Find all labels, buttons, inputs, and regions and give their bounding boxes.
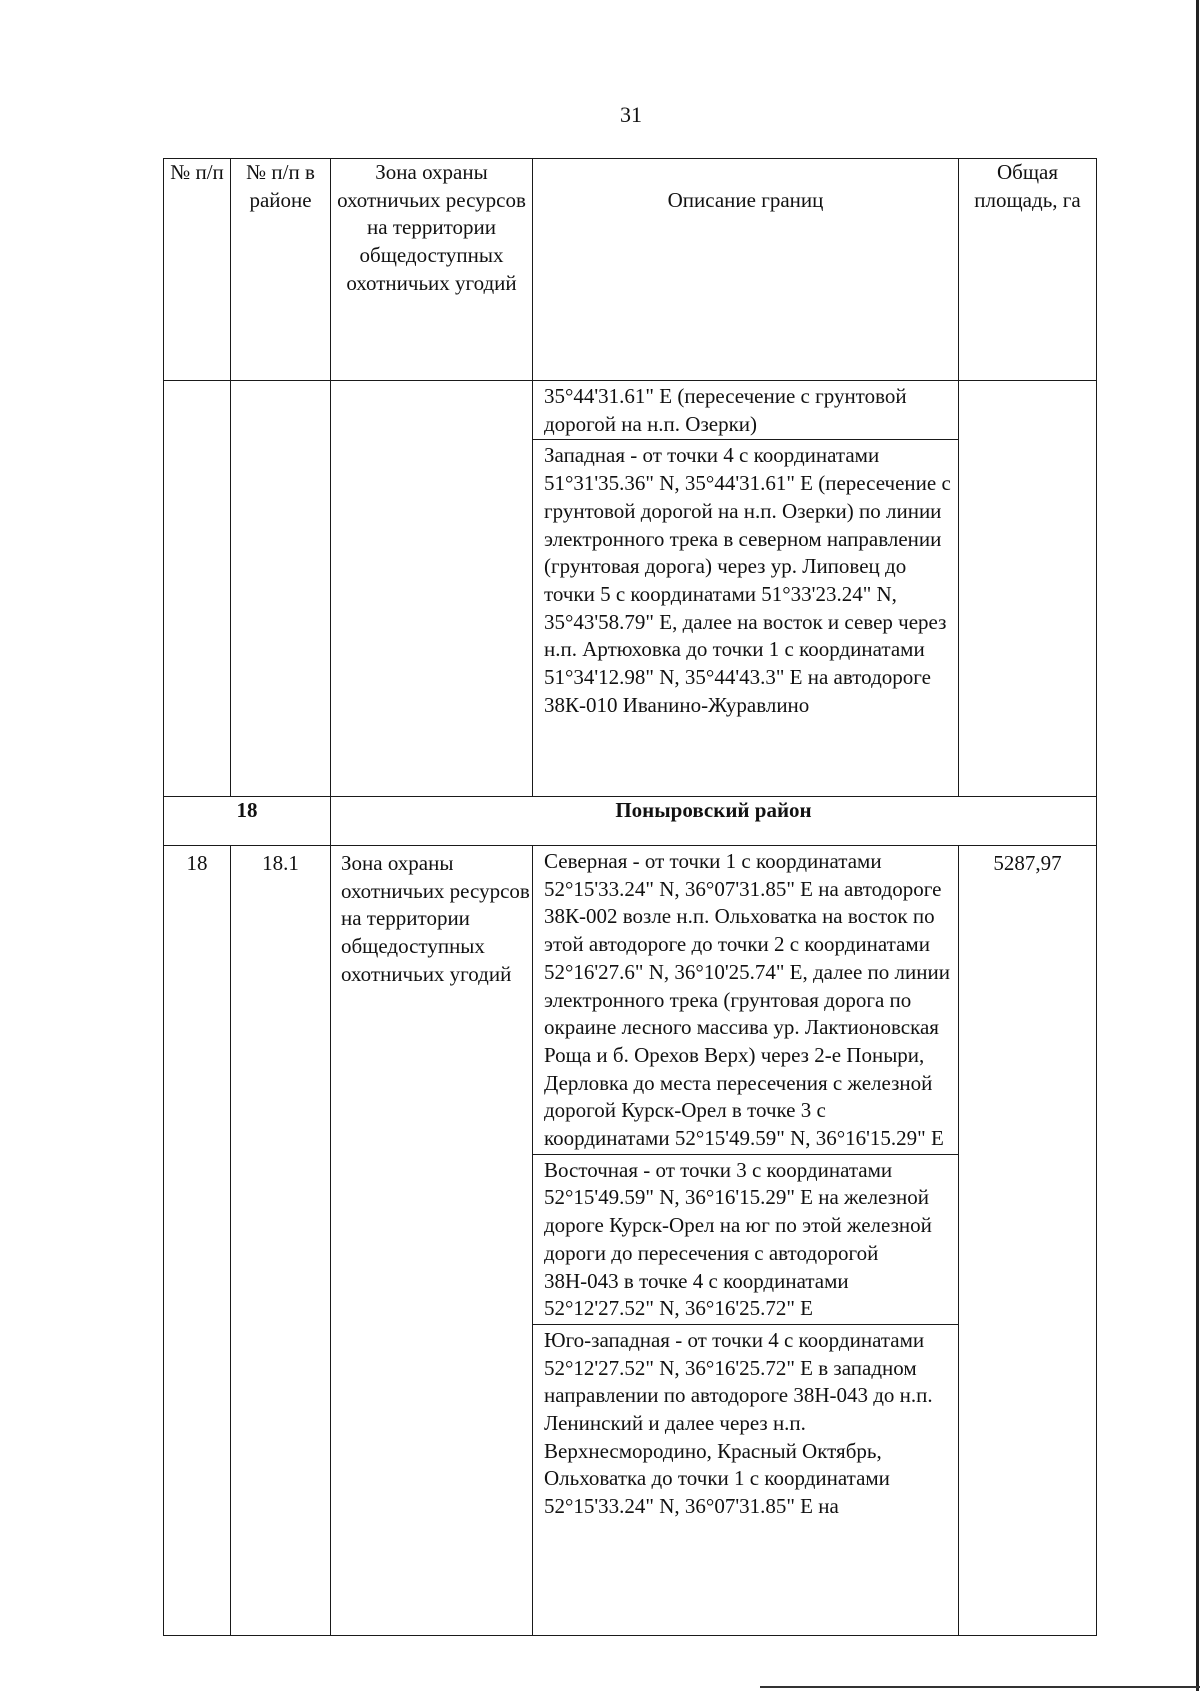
cell-empty xyxy=(331,381,533,797)
header-zone: Зона охраны охотничьих ресурсов на территории общедоступных охотничьих угодий xyxy=(331,159,533,381)
boundary-segment-southwest: Юго-западная - от точки 4 с координатами 52°12'27.52" N, 36°16'25.72" E в западном направлении по автодороге 38Н-043 до н.п. Ленинский и далее через н.п. Верхнесмородино, Красный Октябрь, Ольховатка до точки 1 с координатами 52°15'33.24" N, 36°07'31.85" E на xyxy=(533,1324,958,1522)
cell-empty xyxy=(959,381,1097,797)
table-row-continuation xyxy=(164,381,1097,797)
header-area: Общая площадь, га xyxy=(959,159,1097,381)
region-row xyxy=(164,797,1097,846)
header-num-in-district: № п/п в районе xyxy=(231,159,331,381)
cell-zone: Зона охраны охотничьих ресурсов на территории общедоступных охотничьих угодий xyxy=(331,846,533,1636)
cell-empty xyxy=(164,381,231,797)
scan-edge-right xyxy=(1196,0,1199,1691)
table-row xyxy=(164,846,1097,1636)
region-number: 18 xyxy=(164,797,331,846)
cell-area: 5287,97 xyxy=(959,846,1097,1636)
boundary-segment-north: Северная - от точки 1 с координатами 52°15'33.24" N, 36°07'31.85" E на автодороге 38К-002 возле н.п. Ольховатка на восток по этой автодороге до точки 2 с координатами 52°16'27.6" N, 36°10'25.74" E, далее по линии электронного трека (грунтовая дорога по окраине лесного массива ур. Лактионовская Роща и б. Орехов Верх) через 2-е Поныри, Дерловка до места пересечения с железной дорогой Курск-Орел в точке 3 с координатами 52°15'49.59" N, 36°16'15.29" E xyxy=(544,849,950,1151)
cell-empty xyxy=(231,381,331,797)
boundary-segment: 35°44'31.61" E (пересечение с грунтовой дорогой на н.п. Озерки) xyxy=(544,384,907,436)
cell-num: 18 xyxy=(164,846,231,1636)
cell-num-in-district: 18.1 xyxy=(231,846,331,1636)
scan-edge-bottom xyxy=(760,1686,1200,1688)
page-number: 31 xyxy=(620,102,642,127)
boundaries-table xyxy=(163,158,1097,1636)
table-header-row xyxy=(164,159,1097,381)
cell-description xyxy=(533,846,959,1636)
header-description: Описание границ xyxy=(533,159,959,381)
region-name: Поныровский район xyxy=(331,797,1097,846)
header-num: № п/п xyxy=(164,159,231,381)
cell-description xyxy=(533,381,959,797)
boundary-segment-west: Западная - от точки 4 с координатами 51°31'35.36" N, 35°44'31.61" E (пересечение с грунтовой дорогой на н.п. Озерки) по линии электронного трека в северном направлении (грунтовая дорога) через ур. Липовец до точки 5 с координатами 51°33'23.24" N, 35°43'58.79" E, далее на восток и север через н.п. Артюховка до точки 1 с координатами 51°34'12.98" N, 35°44'43.3" E на автодороге 38К-010 Иванино-Журавлино xyxy=(533,439,958,720)
boundary-segment-east: Восточная - от точки 3 с координатами 52°15'49.59" N, 36°16'15.29" E на железной дороге Курск-Орел на юг по этой железной дороги до пересечения с автодорогой 38Н-043 в точке 4 с координатами 52°12'27.52" N, 36°16'25.72" E xyxy=(533,1154,958,1324)
